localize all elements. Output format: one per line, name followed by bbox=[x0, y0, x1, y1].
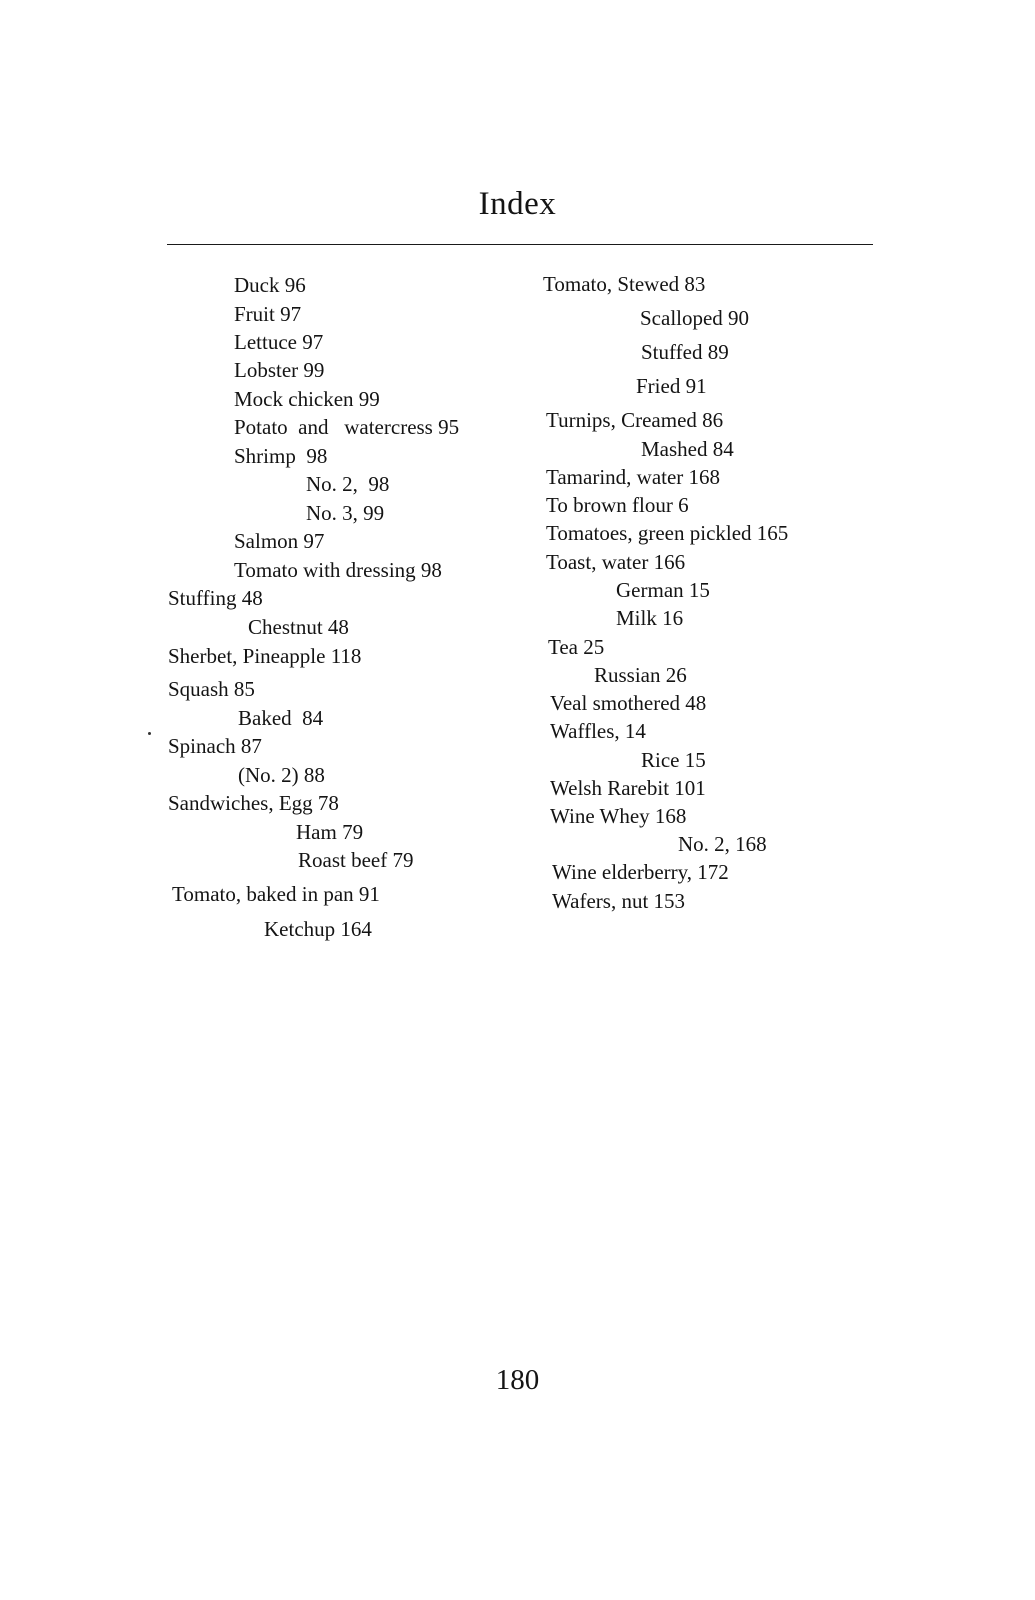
index-entry: Lobster 99 bbox=[234, 358, 325, 382]
index-entry: Rice 15 bbox=[641, 748, 706, 772]
index-entry: No. 2, 98 bbox=[306, 472, 390, 496]
index-entry: Ham 79 bbox=[296, 820, 364, 844]
index-entry: Tomatoes, green pickled 165 bbox=[546, 521, 789, 545]
index-entry: Lettuce 97 bbox=[234, 330, 324, 354]
index-entry: Russian 26 bbox=[594, 663, 687, 687]
stray-ink-dot bbox=[148, 732, 151, 735]
index-entry: No. 2, 168 bbox=[678, 832, 767, 856]
index-entry: Sherbet, Pineapple 118 bbox=[168, 644, 362, 668]
index-entry: Salmon 97 bbox=[234, 529, 325, 553]
index-entry: Mashed 84 bbox=[641, 437, 734, 461]
index-entry: Roast beef 79 bbox=[298, 848, 414, 872]
index-entry: Wine elderberry, 172 bbox=[552, 860, 729, 884]
index-entry: (No. 2) 88 bbox=[238, 763, 325, 787]
index-entry: Potato and watercress 95 bbox=[234, 415, 460, 439]
index-entry: Duck 96 bbox=[234, 273, 306, 297]
index-entry: Chestnut 48 bbox=[248, 615, 349, 639]
index-entry: Scalloped 90 bbox=[640, 306, 750, 330]
index-entry: Stuffed 89 bbox=[641, 340, 729, 364]
index-entry: German 15 bbox=[616, 578, 710, 602]
index-entry: Tamarind, water 168 bbox=[546, 465, 721, 489]
index-entry: Baked 84 bbox=[238, 706, 324, 730]
index-entry: Tomato, Stewed 83 bbox=[543, 272, 706, 296]
index-entry: Toast, water 166 bbox=[546, 550, 686, 574]
page-title: Index bbox=[478, 186, 557, 222]
index-entry: Tomato, baked in pan 91 bbox=[172, 882, 380, 906]
index-entry: Fruit 97 bbox=[234, 302, 302, 326]
index-entry: Wine Whey 168 bbox=[550, 804, 687, 828]
index-entry: Milk 16 bbox=[616, 606, 684, 630]
index-entry: To brown flour 6 bbox=[546, 493, 689, 517]
index-entry: Ketchup 164 bbox=[264, 917, 372, 941]
index-entry: Fried 91 bbox=[636, 374, 707, 398]
index-entry: Welsh Rarebit 101 bbox=[550, 776, 706, 800]
page-number: 180 bbox=[495, 1364, 540, 1396]
index-entry: Sandwiches, Egg 78 bbox=[168, 791, 339, 815]
index-entry: No. 3, 99 bbox=[306, 501, 385, 525]
index-entry: Stuffing 48 bbox=[168, 586, 263, 610]
index-entry: Squash 85 bbox=[168, 677, 255, 701]
index-entry: Tomato with dressing 98 bbox=[234, 558, 442, 582]
title-rule bbox=[167, 244, 873, 245]
index-entry: Tea 25 bbox=[548, 635, 605, 659]
index-entry: Waffles, 14 bbox=[550, 719, 646, 743]
index-entry: Turnips, Creamed 86 bbox=[546, 408, 724, 432]
index-entry: Mock chicken 99 bbox=[234, 387, 380, 411]
index-entry: Wafers, nut 153 bbox=[552, 889, 686, 913]
index-entry: Spinach 87 bbox=[168, 734, 262, 758]
index-entry: Shrimp 98 bbox=[234, 444, 328, 468]
index-entry: Veal smothered 48 bbox=[550, 691, 707, 715]
